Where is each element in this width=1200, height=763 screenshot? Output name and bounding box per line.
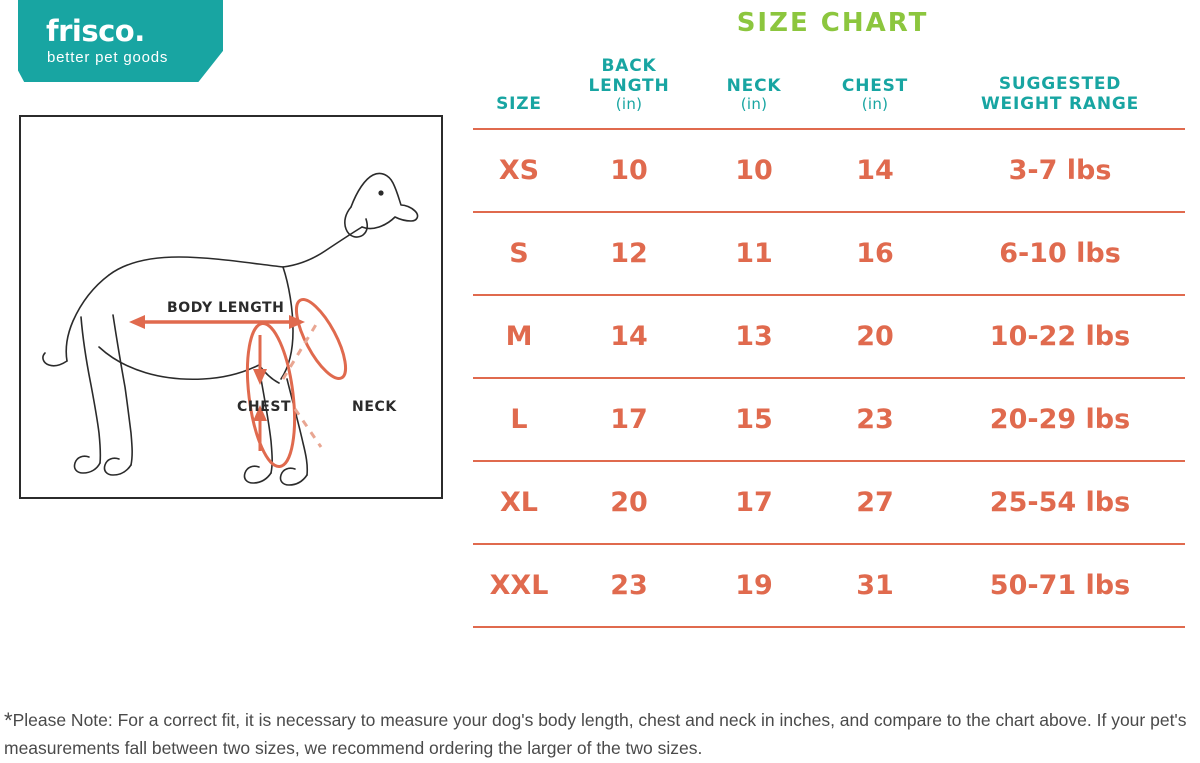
table-header-row (473, 56, 1185, 129)
cell-weight: 3-7 lbs (1008, 154, 1112, 186)
column-header-back-length-line2: LENGTH (588, 76, 670, 97)
cell-neck: 19 (735, 569, 773, 601)
cell-weight: 6-10 lbs (999, 237, 1121, 269)
column-header-chest (815, 56, 935, 129)
cell-size: M (505, 320, 533, 352)
column-header-chest-label: CHEST (841, 76, 909, 97)
table-body (473, 129, 1185, 627)
brand-name-dot: . (134, 14, 145, 48)
cell-weight: 25-54 lbs (989, 486, 1131, 518)
cell-neck: 17 (735, 486, 773, 518)
footnote (0, 705, 1200, 761)
label-chest: CHEST (237, 399, 292, 415)
column-header-size (473, 56, 565, 129)
cell-back-length: 10 (610, 154, 648, 186)
table-row (473, 212, 1185, 295)
cell-size: S (509, 237, 529, 269)
footnote-text: Please Note: For a correct fit, it is necessary to measure your dog's body length, chest and neck in inches, and compare to the chart above. If your pet's measurements fall between two sizes, we recommend ordering the larger of the two sizes. (4, 710, 1187, 759)
column-header-size-label: SIZE (496, 93, 542, 114)
column-header-neck-unit: (in) (740, 95, 768, 114)
cell-chest: 27 (856, 486, 894, 518)
cell-chest: 14 (856, 154, 894, 186)
brand-name (46, 14, 145, 48)
column-header-neck (693, 56, 815, 129)
cell-size: L (510, 403, 528, 435)
cell-size: XL (499, 486, 539, 518)
measurement-diagram (19, 115, 443, 499)
cell-chest: 31 (856, 569, 894, 601)
cell-neck: 15 (735, 403, 773, 435)
cell-chest: 23 (856, 403, 894, 435)
cell-back-length: 23 (610, 569, 648, 601)
column-header-back-length-line1: BACK (601, 56, 657, 76)
neck-girth-ellipse-icon (287, 293, 355, 385)
cell-chest: 20 (856, 320, 894, 352)
table-header (473, 56, 1185, 129)
cell-weight: 10-22 lbs (989, 320, 1131, 352)
column-header-back-length-unit: (in) (615, 95, 643, 114)
column-header-chest-unit: (in) (861, 95, 889, 114)
table-row (473, 544, 1185, 627)
column-header-weight (935, 56, 1185, 129)
dog-eye-icon (378, 190, 383, 195)
cell-back-length: 14 (610, 320, 648, 352)
label-body-length: BODY LENGTH (167, 300, 285, 316)
footnote-star: * (4, 708, 13, 733)
left-column (0, 0, 470, 700)
cell-back-length: 12 (610, 237, 648, 269)
cell-neck: 10 (735, 154, 773, 186)
cell-size: XS (498, 154, 540, 186)
cell-neck: 11 (735, 237, 773, 269)
label-neck: NECK (352, 399, 397, 415)
cell-back-length: 17 (610, 403, 648, 435)
column-header-neck-label: NECK (726, 76, 782, 97)
cell-chest: 16 (856, 237, 894, 269)
column-header-weight-line2: WEIGHT RANGE (980, 93, 1140, 114)
brand-name-text: frisco (46, 14, 135, 48)
column-header-weight-line1: SUGGESTED (998, 73, 1122, 94)
cell-back-length: 20 (610, 486, 648, 518)
column-header-back-length (565, 56, 693, 129)
table-row (473, 378, 1185, 461)
size-chart-table (473, 56, 1185, 628)
table-row (473, 295, 1185, 378)
cell-neck: 13 (735, 320, 773, 352)
cell-size: XXL (489, 569, 549, 601)
chart-title: SIZE CHART (736, 8, 929, 38)
brand-tagline: better pet goods (47, 49, 169, 66)
table-row (473, 461, 1185, 544)
table-row (473, 129, 1185, 212)
cell-weight: 20-29 lbs (989, 403, 1131, 435)
cell-weight: 50-71 lbs (989, 569, 1131, 601)
